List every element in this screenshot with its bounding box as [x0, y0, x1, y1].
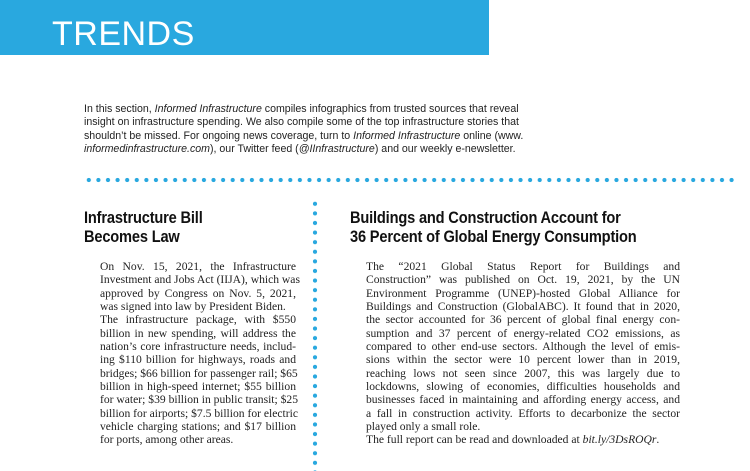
body-line: bridges; $66 billion for passenger rail; $65 — [100, 366, 298, 380]
headline-line: Infrastructure Bill — [84, 208, 203, 227]
article-body — [84, 260, 300, 447]
intro-text: ), our Twitter feed ( — [210, 143, 299, 156]
intro-paragraph — [84, 103, 644, 157]
body-line: nation’s core infrastructure needs, includ- — [100, 340, 296, 354]
intro-text: ) and our weekly e-newsletter. — [374, 143, 516, 156]
publication-name: Informed Infrastructure — [353, 129, 461, 142]
section-title: TRENDS — [52, 15, 195, 53]
body-line: sions within the sector were 10 percent lower than in 2019, — [366, 353, 680, 367]
body-line: Environment Programme (UNEP)-hosted Global Alliance for — [366, 286, 680, 300]
report-link[interactable]: bit.ly/3DsROQr — [582, 433, 657, 447]
body-line: was signed into law by President Biden. — [100, 300, 286, 314]
body-line: ing $110 billion for highways, roads and — [100, 353, 296, 367]
headline-line: Buildings and Construction Account for — [350, 208, 621, 227]
body-line: for water; $39 billion in public transit; $25 — [100, 393, 299, 407]
body-line: vehicle charging stations; and $17 billion — [100, 420, 296, 434]
body-line: a fall in construction activity. Efforts to decarbonize the sector — [366, 406, 680, 420]
closing-text: The full report can be read and downloaded at — [366, 433, 583, 447]
body-line: Construction” was published on Oct. 19, 2021, by the UN — [366, 273, 680, 287]
article-body — [350, 260, 680, 447]
body-line: The infrastructure package, with $550 — [100, 313, 296, 327]
body-line: played only a small role. — [366, 420, 481, 434]
intro-line: insight on infrastructure spending. We also compile some of the top infrastructure stories that — [84, 116, 519, 129]
dotted-divider-vertical — [312, 199, 318, 471]
website-link[interactable]: informedinfrastructure.com — [84, 143, 210, 156]
headline-line: 36 Percent of Global Energy Consumption — [350, 227, 637, 246]
body-line: Investment and Jobs Act (IIJA), which was — [100, 273, 300, 287]
body-line: sumption and 37 percent of energy-related CO2 emissions, as — [366, 326, 680, 340]
body-line: for ports, among other areas. — [100, 433, 234, 447]
body-line: The “2021 Global Status Report for Buildings and — [366, 260, 680, 273]
article-paragraph — [84, 313, 299, 447]
body-line: the sector accounted for 36 percent of global final energy con- — [366, 313, 680, 327]
article-paragraph — [350, 433, 680, 446]
headline-line: Becomes Law — [84, 227, 180, 246]
body-line: Buildings and Construction (GlobalABC). It found that in 2020, — [366, 300, 680, 314]
intro-text: In this section, — [84, 103, 155, 115]
intro-text: shouldn’t be missed. For ongoing news coverage, turn to — [84, 129, 354, 142]
article-paragraph — [84, 260, 300, 314]
intro-text: online (www. — [460, 129, 524, 142]
twitter-handle[interactable]: @IInfrastructure — [298, 143, 375, 156]
body-line: reaching lows not seen since 2007, this was largely due to — [366, 366, 680, 380]
body-line: On Nov. 15, 2021, the Infrastructure — [100, 260, 296, 273]
publication-name: Informed Infrastructure — [154, 103, 262, 115]
article-headline — [84, 208, 203, 246]
body-line: approved by Congress on Nov. 5, 2021, — [100, 286, 296, 300]
article-paragraph — [350, 260, 680, 433]
body-line: lockdowns, slowing of economies, difficulties households and — [366, 380, 680, 394]
intro-line — [84, 143, 644, 156]
body-line: billion in new spending, will address the — [100, 326, 296, 340]
intro-text: compiles infographics from trusted sources that reveal — [261, 103, 519, 115]
dotted-divider-horizontal — [84, 177, 738, 183]
intro-line — [84, 103, 644, 116]
intro-line — [84, 130, 644, 143]
body-line: businesses faced in maintaining and affording energy access, and — [366, 393, 680, 407]
body-line: billion in high-speed internet; $55 billion — [100, 380, 296, 394]
article-headline — [350, 208, 637, 246]
closing-text: . — [656, 433, 660, 447]
body-line: billion for airports; $7.5 billion for electric — [100, 406, 299, 420]
body-line: compared to other end-use sectors. Although the level of emis- — [366, 340, 680, 354]
